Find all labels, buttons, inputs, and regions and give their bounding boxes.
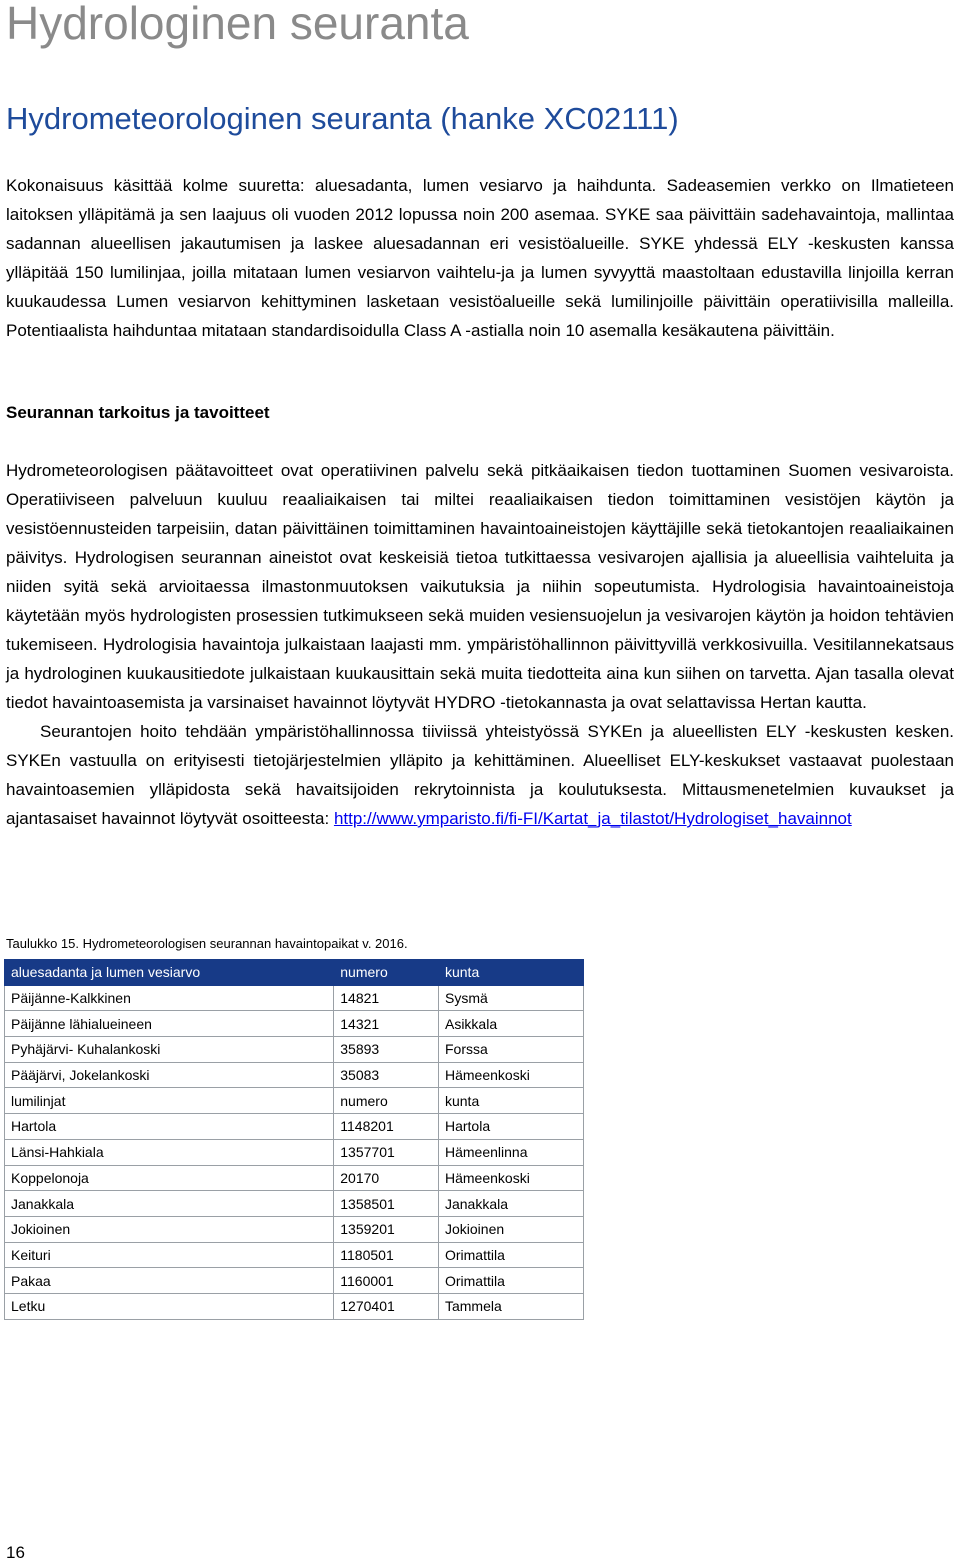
purpose-paragraph-block: [6, 456, 954, 833]
table-cell: Hämeenlinna: [438, 1139, 583, 1165]
intro-paragraph: Kokonaisuus käsittää kolme suuretta: aluesadanta, lumen vesiarvo ja haihdunta. Sadeasemien verkko on Ilmatieteen laitoksen ylläpitämä ja sen laajuus oli vuoden 2012 lopussa noin 200 asemaa. SYKE saa päivittäin sadehavaintoja, mallintaa sadannan alueellisen jakautumisen ja laskee aluesadannan eri vesistöalueille. SYKE yhdessä ELY -keskusten kanssa ylläpitää 150 lumilinjaa, joilla mitataan lumen vesiarvon vaihtelu-ja ja lumen syvyyttä maastoltaan edustavilla linjoilla kerran kuukaudessa Lumen vesiarvon kehittyminen lasketaan vesistöalueille sekä lumilinjoille päivittäin operatiivisilla malleilla. Potentiaalista haihduntaa mitataan standardisoidulla Class A -astialla noin 10 asemalla kesäkautena päivittäin.: [6, 176, 954, 340]
table-cell: Orimattila: [438, 1268, 583, 1294]
table-cell: 35083: [334, 1062, 439, 1088]
page-number: 16: [6, 1543, 25, 1562]
table-cell: Pyhäjärvi- Kuhalankoski: [5, 1037, 334, 1063]
cooperation-text: Seurantojen hoito tehdään ympäristöhallinnossa tiiviissä yhteistyössä SYKEn ja alueellisten ELY -keskusten kesken. SYKEn vastuulla on erityisesti tietojärjestelmien ylläpito ja kehittäminen. Alueelliset ELY-keskukset vastaavat puolestaan havaintoasemien ylläpidosta sekä havaitsijoiden rekrytoinnista ja koulutuksesta. Mittausmenetelmien kuvaukset ja ajantasaiset havainnot löytyvät osoitteesta:: [6, 722, 954, 828]
table-row: [5, 1216, 584, 1242]
table-row: [5, 1268, 584, 1294]
table-row: [5, 1165, 584, 1191]
table-cell: Jokioinen: [5, 1216, 334, 1242]
table-row: [5, 985, 584, 1011]
table-header-cell: kunta: [438, 960, 583, 986]
purpose-paragraph: Hydrometeorologisen päätavoitteet ovat operatiivinen palvelu sekä pitkäaikaisen tiedon tuottaminen Suomen vesivaroista. Operatiiviseen palveluun kuuluu reaaliaikaisen tai miltei reaaliaikaisen tiedon toimittaminen vesistöjen käytön ja vesistöennusteiden tarpeisiin, datan päivittäinen toimittaminen havaintoaineistojen käyttäjille sekä tietokantojen reaaliaikainen päivitys. Hydrologisen seurannan aineistot ovat keskeisiä tietoa tutkittaessa vesivarojen ajallisia ja alueellisia vaihteluita ja niiden syitä sekä arvioitaessa ilmastonmuutoksen vaikutuksia ja niihin sopeutumista. Hydrologisia havaintoaineistoja käytetään myös hydrologisten prosessien tutkimukseen sekä muiden vesiensuojelun ja vesivarojen käytön ja hoidon tehtävien tukemiseen. Hydrologisia havaintoja julkaistaan laajasti mm. ympäristöhallinnon päivittyvillä verkkosivuilla. Vesitilannekatsaus ja hydrologinen kuukausitiedote julkaistaan kuukausittain sekä muita tiedotteita aina kun siihen on tarvetta. Ajan tasalla olevat tiedot havaintoasemista ja varsinaiset havainnot löytyvät HYDRO -tietokannasta ja ovat selattavissa Hertan kautta.: [6, 461, 954, 712]
table-cell: Päijänne-Kalkkinen: [5, 985, 334, 1011]
table-cell: kunta: [438, 1088, 583, 1114]
table-cell: Orimattila: [438, 1242, 583, 1268]
table-cell: 1359201: [334, 1216, 439, 1242]
table-cell: Hämeenkoski: [438, 1062, 583, 1088]
table-cell: 35893: [334, 1037, 439, 1063]
table-row: [5, 1293, 584, 1319]
table-cell: 1357701: [334, 1139, 439, 1165]
table-cell: Hartola: [438, 1114, 583, 1140]
table-row: [5, 1139, 584, 1165]
table-cell: Päijänne lähialueineen: [5, 1011, 334, 1037]
table-cell: Pääjärvi, Jokelankoski: [5, 1062, 334, 1088]
table-cell: Jokioinen: [438, 1216, 583, 1242]
table-row: [5, 1088, 584, 1114]
table-body: [5, 985, 584, 1319]
table-caption: Taulukko 15. Hydrometeorologisen seurannan havaintopaikat v. 2016.: [6, 936, 408, 951]
table-cell: Hämeenkoski: [438, 1165, 583, 1191]
table-row: [5, 1011, 584, 1037]
table-header-cell: numero: [334, 960, 439, 986]
table-cell: numero: [334, 1088, 439, 1114]
table-cell: Letku: [5, 1293, 334, 1319]
table-cell: 1358501: [334, 1191, 439, 1217]
table-cell: Sysmä: [438, 985, 583, 1011]
table-cell: Koppelonoja: [5, 1165, 334, 1191]
section-title: Hydrometeorologinen seuranta (hanke XC02111): [6, 101, 679, 136]
table-cell: Keituri: [5, 1242, 334, 1268]
table-header-row: [5, 960, 584, 986]
cooperation-paragraph: [6, 717, 954, 833]
table-cell: 1160001: [334, 1268, 439, 1294]
table-row: [5, 1062, 584, 1088]
observation-sites-table: [4, 959, 584, 1320]
table-cell: Länsi-Hahkiala: [5, 1139, 334, 1165]
table-row: [5, 1242, 584, 1268]
table-cell: Janakkala: [438, 1191, 583, 1217]
table-cell: 1270401: [334, 1293, 439, 1319]
table-cell: 14321: [334, 1011, 439, 1037]
table-cell: Forssa: [438, 1037, 583, 1063]
table-header-cell: aluesadanta ja lumen vesiarvo: [5, 960, 334, 986]
subheading-purpose: Seurannan tarkoitus ja tavoitteet: [6, 403, 270, 422]
table-cell: Hartola: [5, 1114, 334, 1140]
table-row: [5, 1114, 584, 1140]
table-cell: 1180501: [334, 1242, 439, 1268]
table-cell: lumilinjat: [5, 1088, 334, 1114]
page-title: Hydrologinen seuranta: [6, 0, 469, 49]
table-cell: 1148201: [334, 1114, 439, 1140]
table-cell: Tammela: [438, 1293, 583, 1319]
table-cell: Asikkala: [438, 1011, 583, 1037]
table-row: [5, 1191, 584, 1217]
intro-paragraph-block: [6, 171, 954, 345]
table-cell: Pakaa: [5, 1268, 334, 1294]
table-row: [5, 1037, 584, 1063]
table-cell: 20170: [334, 1165, 439, 1191]
havainnot-link[interactable]: http://www.ymparisto.fi/fi-FI/Kartat_ja_tilastot/Hydrologiset_havainnot: [333, 809, 852, 828]
table-cell: 14821: [334, 985, 439, 1011]
table-cell: Janakkala: [5, 1191, 334, 1217]
